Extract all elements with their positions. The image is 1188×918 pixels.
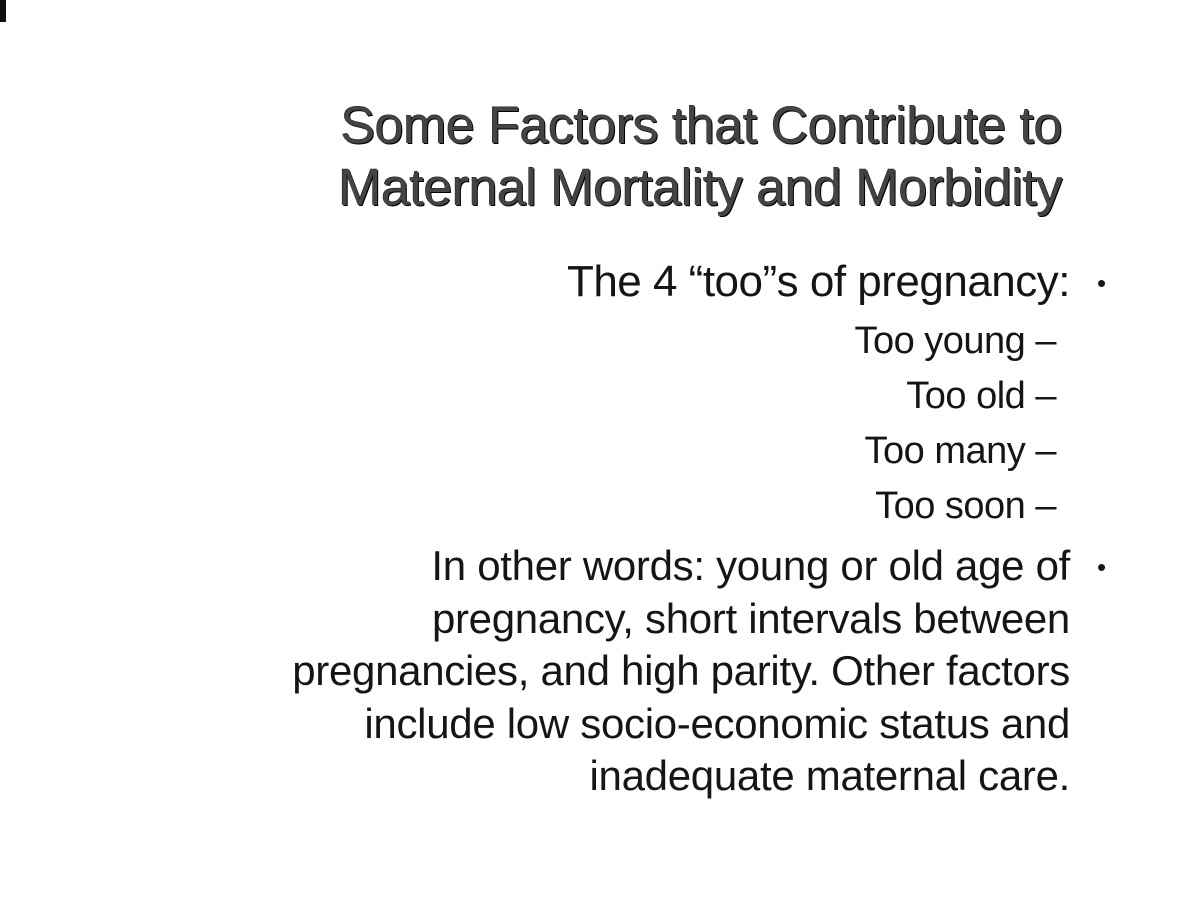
paragraph-line: inadequate maternal care. xyxy=(589,752,1070,799)
scan-corner-mark xyxy=(0,0,6,22)
slide-title xyxy=(150,95,1062,219)
sub-item-too-many: Too many – xyxy=(864,430,1056,472)
paragraph-line: include low socio-economic status and xyxy=(364,699,1070,747)
sub-item-too-young: Too young – xyxy=(854,320,1056,362)
paragraph-line: pregnancies, and high parity. Other factors xyxy=(292,647,1070,694)
bullet-other-words-paragraph xyxy=(110,540,1070,803)
bullet-too-list-heading: The 4 “too”s of pregnancy: xyxy=(566,257,1070,306)
bullet-dot-icon: • xyxy=(1097,268,1107,298)
title-line-2: Maternal Mortality and Morbidity xyxy=(338,159,1062,217)
paragraph-line: pregnancy, short intervals between xyxy=(431,594,1070,642)
sub-item-too-old: Too old – xyxy=(906,375,1056,417)
title-line-1: Some Factors that Contribute to xyxy=(340,97,1062,155)
sub-item-too-soon: Too soon – xyxy=(875,485,1056,527)
paragraph-line: In other words: young or old age of xyxy=(431,542,1070,589)
bullet-dot-icon: • xyxy=(1097,552,1107,582)
